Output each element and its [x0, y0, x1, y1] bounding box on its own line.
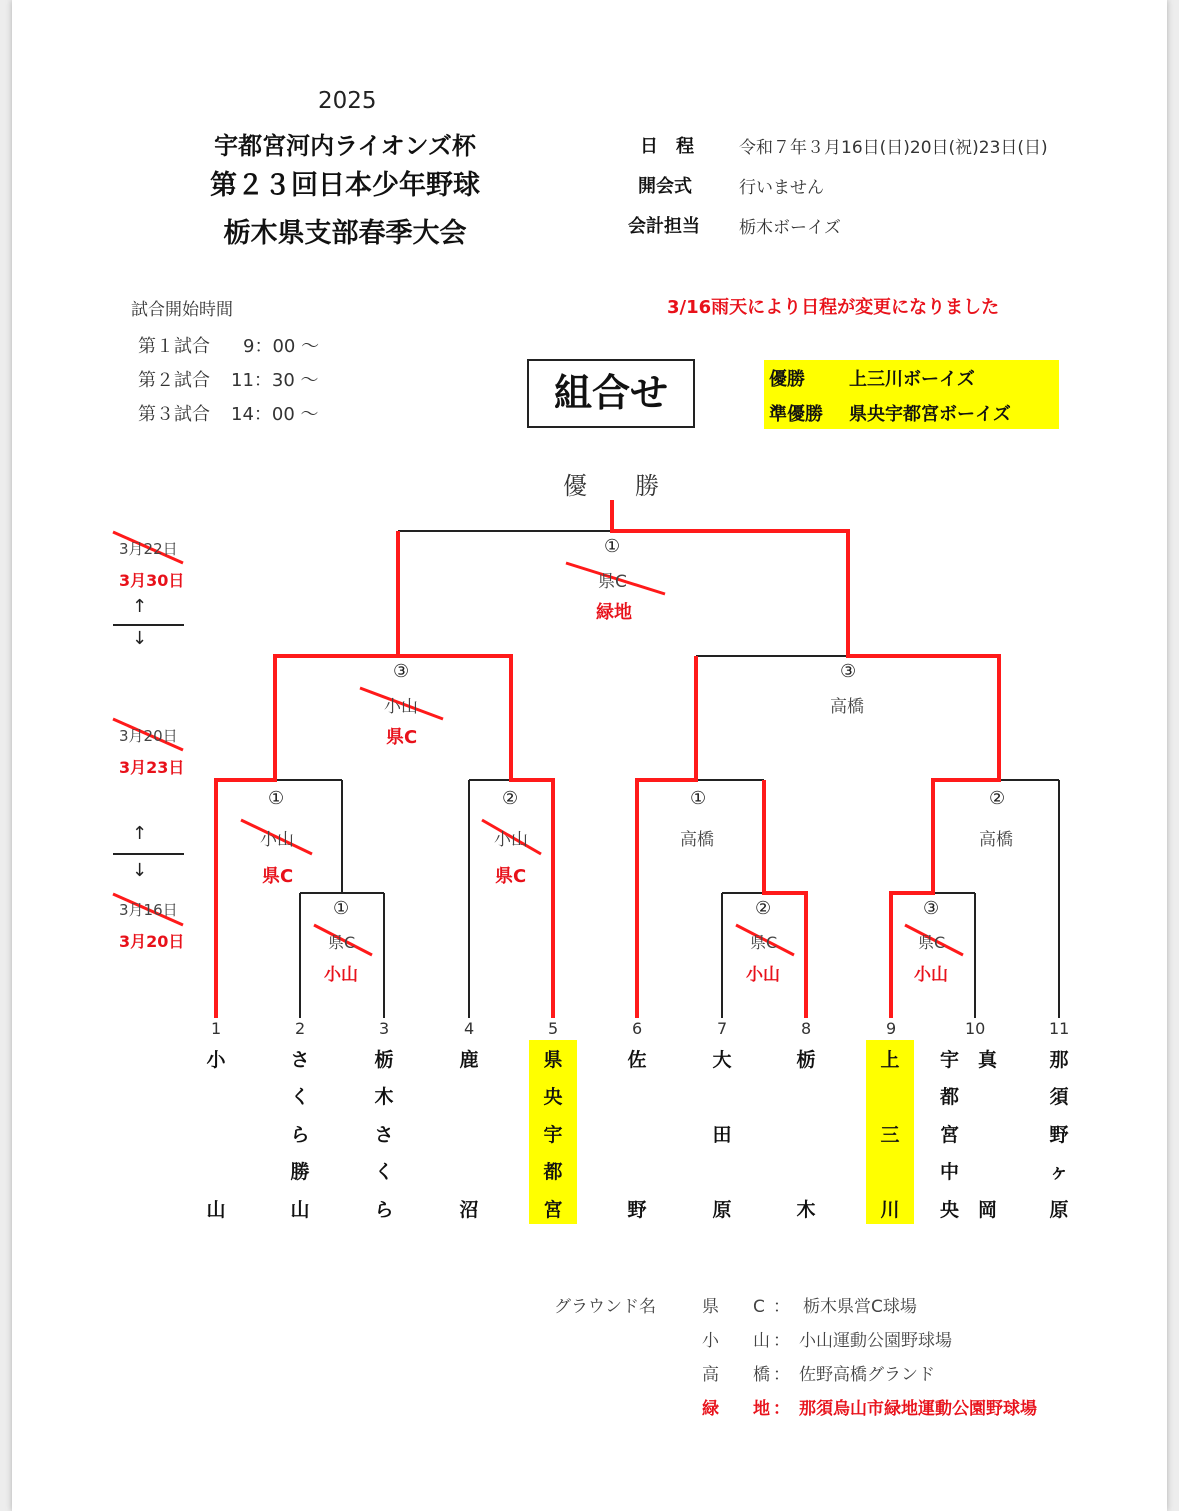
ground-name-1: 栃木県営C球場	[803, 1297, 917, 1317]
team1-path	[216, 656, 398, 1018]
r1c-venue: 小山	[914, 965, 948, 985]
team-name-char: 山	[206, 1199, 226, 1221]
grounds-heading: グラウンド名	[554, 1297, 656, 1317]
champion-label: 優勝	[769, 369, 805, 390]
qf2-venue: 県C	[495, 866, 527, 887]
semi-right-venue: 高橋	[830, 697, 864, 717]
team-name-char: 原	[712, 1199, 732, 1221]
ground-abbr-3: 高 橋	[702, 1365, 770, 1385]
r1b-match-number: ②	[755, 898, 772, 919]
team-name-1	[192, 1040, 240, 1224]
runnerup-path	[398, 531, 553, 1018]
qf3-venue: 高橋	[680, 830, 714, 850]
qf4-venue: 高橋	[979, 830, 1013, 850]
up-arrow-1: ↑	[132, 596, 148, 617]
team-number-9: 9	[886, 1019, 897, 1038]
date-round3-old: 3月22日	[119, 540, 178, 558]
game-1-time: 9：00 ～	[243, 336, 320, 357]
team-number-10: 10	[965, 1019, 986, 1038]
ground-sep-2: ：	[773, 1331, 790, 1351]
start-times-heading: 試合開始時間	[131, 300, 233, 320]
title-line-3: 栃木県支部春季大会	[223, 218, 467, 249]
down-arrow-1: ↓	[132, 628, 148, 649]
team-name-char: 上	[880, 1049, 900, 1071]
team-name-6	[613, 1040, 661, 1224]
team-name-char: 宇 真	[940, 1049, 998, 1071]
team-name-7	[698, 1040, 746, 1224]
team-name-char: ヶ	[1049, 1161, 1069, 1183]
team-name-char: ら	[374, 1199, 394, 1221]
team-number-5: 5	[548, 1019, 559, 1038]
team-name-char: 栃	[374, 1049, 394, 1071]
team-number-7: 7	[717, 1019, 728, 1038]
team-name-char: 田	[712, 1124, 732, 1146]
r1b-old-venue: 県C	[750, 933, 778, 952]
team-name-char: 大	[712, 1049, 732, 1071]
champion-team: 上三川ボーイズ	[849, 369, 975, 390]
team-name-char: 宮	[543, 1199, 563, 1221]
ground-name-4: 那須烏山市緑地運動公園野球場	[799, 1399, 1037, 1419]
team-name-char: 野	[1049, 1124, 1069, 1146]
ground-abbr-1: 県 C	[702, 1297, 765, 1317]
date-round2-new: 3月23日	[119, 758, 185, 777]
team-name-char: 中	[940, 1161, 960, 1183]
team-name-char: 宮	[940, 1124, 960, 1146]
game-2-label: 第２試合	[138, 370, 210, 391]
ground-sep-3: ：	[773, 1365, 790, 1385]
team-name-char: さ	[290, 1049, 310, 1071]
ground-name-3: 佐野高橋グランド	[799, 1365, 935, 1385]
r1c-old-venue: 県C	[918, 933, 946, 952]
qf2-old-venue: 小山	[494, 830, 528, 850]
schedule-change-notice: 3/16雨天により日程が変更になりました	[667, 297, 1000, 318]
team-name-char: 都	[940, 1086, 960, 1108]
semi-left-old-venue: 小山	[384, 697, 418, 717]
ground-abbr-2: 小 山	[702, 1331, 770, 1351]
team-number-3: 3	[379, 1019, 390, 1038]
team-name-char: 県	[543, 1049, 563, 1071]
team-name-char: 勝	[290, 1161, 310, 1183]
qf3-match-number: ①	[690, 788, 707, 809]
team-name-char: 木	[374, 1086, 394, 1108]
year: 2025	[318, 88, 377, 114]
game-3-time: 14：00 ～	[231, 404, 319, 425]
team-name-5	[529, 1040, 577, 1224]
schedule-value: 令和７年３月16日(日)20日(祝)23日(日)	[739, 138, 1048, 158]
date-round1-new: 3月20日	[119, 932, 185, 951]
team-name-11	[1035, 1040, 1083, 1224]
team-name-char: 都	[543, 1161, 563, 1183]
team-name-char: 原	[1049, 1199, 1069, 1221]
qf4-match-number: ②	[989, 788, 1006, 809]
ground-sep-1: ：	[773, 1297, 790, 1317]
team-number-11: 11	[1049, 1019, 1070, 1038]
team-name-char: く	[374, 1161, 394, 1183]
date-round3-new: 3月30日	[119, 571, 185, 590]
team-name-9	[866, 1040, 914, 1224]
game-1-label: 第１試合	[138, 336, 210, 357]
championship-label: 優 勝	[563, 472, 659, 500]
team-name-8	[782, 1040, 830, 1224]
final-old-venue: 県C	[598, 572, 627, 592]
team-number-4: 4	[464, 1019, 475, 1038]
team-name-char: 三	[880, 1124, 900, 1146]
title-line-1: 宇都宮河内ライオンズ杯	[214, 132, 476, 160]
up-arrow-2: ↑	[132, 823, 148, 844]
semi-left-match-number: ③	[393, 661, 410, 682]
qf2-match-number: ②	[502, 788, 519, 809]
final-venue: 緑地	[596, 602, 632, 623]
team-name-char: 野	[627, 1199, 647, 1221]
team-name-char: ら	[290, 1124, 310, 1146]
team-name-char: 川	[880, 1199, 900, 1221]
team-name-char: 小	[206, 1049, 226, 1071]
ceremony-label: 開会式	[638, 176, 692, 197]
strikeouts	[113, 532, 963, 955]
r1a-match-number: ①	[333, 898, 350, 919]
team-name-char: 央 岡	[940, 1199, 998, 1221]
team-name-char: く	[290, 1086, 310, 1108]
r1b-venue: 小山	[746, 965, 780, 985]
team-name-10	[940, 1040, 1016, 1224]
title-line-2: 第２３回日本少年野球	[210, 170, 480, 201]
team-name-char: 沼	[459, 1199, 479, 1221]
schedule-label: 日 程	[640, 136, 694, 157]
date-round2-old: 3月20日	[119, 727, 178, 745]
team-name-char: 須	[1049, 1086, 1069, 1108]
accounting-value: 栃木ボーイズ	[739, 218, 841, 238]
runnerup-team: 県央宇都宮ボーイズ	[849, 404, 1011, 425]
qf1-match-number: ①	[268, 788, 285, 809]
team-name-char: 山	[290, 1199, 310, 1221]
team-name-char: さ	[374, 1124, 394, 1146]
team-name-char: 佐	[627, 1049, 647, 1071]
team-number-1: 1	[211, 1019, 222, 1038]
runnerup-label: 準優勝	[769, 404, 823, 425]
team-name-2	[276, 1040, 324, 1224]
team-number-6: 6	[632, 1019, 643, 1038]
team-name-char: 央	[543, 1086, 563, 1108]
team-name-char: 木	[796, 1199, 816, 1221]
ground-sep-4: ：	[773, 1399, 790, 1419]
ground-name-2: 小山運動公園野球場	[799, 1331, 952, 1351]
game-3-label: 第３試合	[138, 404, 210, 425]
qf1-venue: 県C	[262, 866, 294, 887]
qf1-old-venue: 小山	[260, 830, 294, 850]
ground-abbr-4: 緑 地	[702, 1399, 770, 1419]
date-round1-old: 3月16日	[119, 901, 178, 919]
team-name-3	[360, 1040, 408, 1224]
semi-legs	[275, 656, 999, 780]
team-name-char: 宇	[543, 1124, 563, 1146]
team-name-char: 栃	[796, 1049, 816, 1071]
game-2-time: 11：30 ～	[231, 370, 319, 391]
semi-left-venue: 県C	[386, 727, 418, 748]
accounting-label: 会計担当	[628, 216, 700, 237]
semi-right-match-number: ③	[840, 661, 857, 682]
ceremony-value: 行いません	[739, 178, 824, 198]
r1a-old-venue: 県C	[328, 933, 356, 952]
r1c-match-number: ③	[923, 898, 940, 919]
down-arrow-2: ↓	[132, 860, 148, 881]
team-number-8: 8	[801, 1019, 812, 1038]
team-name-char: 那	[1049, 1049, 1069, 1071]
final-match-number: ①	[604, 536, 621, 557]
team-number-2: 2	[295, 1019, 306, 1038]
team-name-char: 鹿	[459, 1049, 479, 1071]
team-name-4	[445, 1040, 493, 1224]
r1a-venue: 小山	[324, 965, 358, 985]
combination-title: 組合せ	[527, 359, 695, 428]
